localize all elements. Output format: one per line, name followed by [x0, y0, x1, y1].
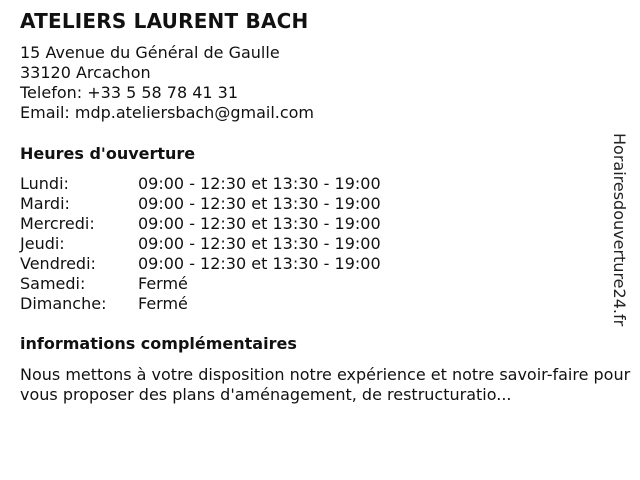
hours-row-thursday	[20, 234, 381, 254]
phone-number: Telefon: +33 5 58 78 41 31	[20, 83, 239, 102]
day-label: Mercredi:	[20, 214, 95, 233]
hours-row-monday	[20, 174, 381, 194]
day-label: Vendredi:	[20, 254, 96, 273]
additional-info-text: Nous mettons à votre disposition notre expérience et notre savoir-faire pour vous proposer des plans d'aménagement, de restructuratio...	[20, 365, 631, 404]
time-value: 09:00 - 12:30 et 13:30 - 19:00	[138, 214, 381, 233]
time-value: 09:00 - 12:30 et 13:30 - 19:00	[138, 254, 381, 273]
day-label: Mardi:	[20, 194, 70, 213]
hours-row-friday	[20, 254, 381, 274]
time-value: 09:00 - 12:30 et 13:30 - 19:00	[138, 194, 381, 213]
time-value: Fermé	[138, 294, 188, 313]
hours-row-saturday	[20, 274, 381, 294]
day-label: Dimanche:	[20, 294, 107, 313]
company-name: ATELIERS LAURENT BACH	[20, 9, 309, 33]
hours-row-tuesday	[20, 194, 381, 214]
opening-hours-table	[20, 174, 381, 314]
street-address: 15 Avenue du Général de Gaulle	[20, 43, 280, 62]
hours-row-wednesday	[20, 214, 381, 234]
city-postcode: 33120 Arcachon	[20, 63, 151, 82]
time-value: 09:00 - 12:30 et 13:30 - 19:00	[138, 234, 381, 253]
additional-info-heading: informations complémentaires	[20, 334, 297, 353]
time-value: Fermé	[138, 274, 188, 293]
day-label: Jeudi:	[20, 234, 65, 253]
hours-row-sunday	[20, 294, 381, 314]
site-watermark: Horairesdouverture24.fr	[610, 133, 629, 327]
time-value: 09:00 - 12:30 et 13:30 - 19:00	[138, 174, 381, 193]
opening-hours-heading: Heures d'ouverture	[20, 144, 196, 163]
email-address: Email: mdp.ateliersbach@gmail.com	[20, 103, 315, 122]
address-block	[20, 43, 314, 123]
day-label: Samedi:	[20, 274, 86, 293]
day-label: Lundi:	[20, 174, 69, 193]
